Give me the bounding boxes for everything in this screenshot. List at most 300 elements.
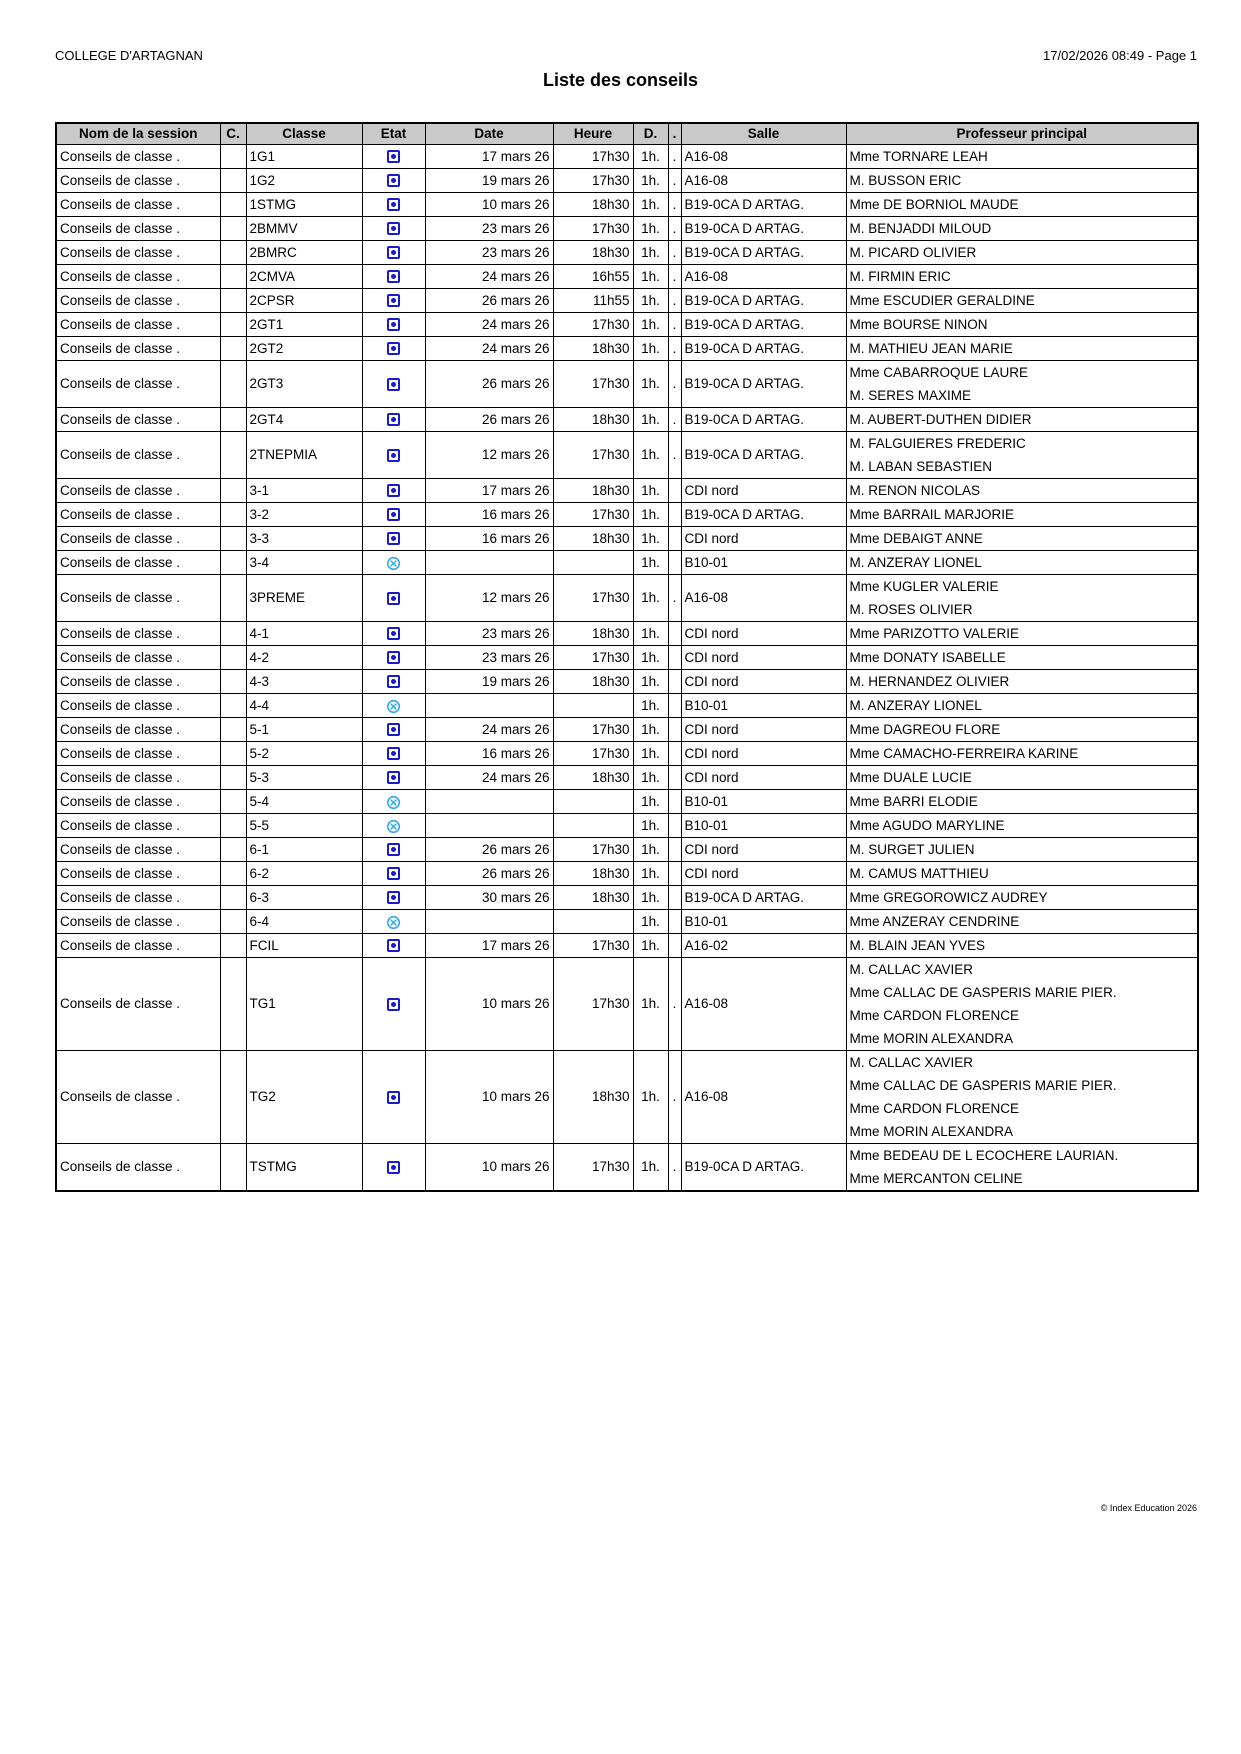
salle-cell: B19-0CA D ARTAG. (681, 288, 846, 312)
c-highlight-cell (220, 645, 246, 669)
heure-cell: 18h30 (553, 669, 633, 693)
prof-principal-cell (846, 288, 1198, 312)
heure-cell: 18h30 (553, 621, 633, 645)
prof-name: Mme TORNARE LEAH (849, 148, 988, 164)
duree-cell: 1h. (633, 861, 668, 885)
classe-cell: 4-4 (246, 693, 362, 717)
salle-cell: A16-08 (681, 1050, 846, 1143)
date-cell: 26 mars 26 (425, 288, 553, 312)
session-cell: Conseils de classe . (56, 144, 220, 168)
dot-cell: . (668, 407, 681, 431)
etat-selected-icon (387, 843, 400, 856)
table-row (56, 336, 1198, 360)
salle-cell: A16-08 (681, 574, 846, 621)
dot-cell: . (668, 216, 681, 240)
classe-cell: 6-3 (246, 885, 362, 909)
classe-cell: 4-2 (246, 645, 362, 669)
dot-cell (668, 526, 681, 550)
prof-principal-cell (846, 336, 1198, 360)
prof-name: M. SURGET JULIEN (849, 841, 975, 857)
session-cell: Conseils de classe . (56, 312, 220, 336)
heure-cell: 18h30 (553, 192, 633, 216)
prof-name: Mme GREGOROWICZ AUDREY (849, 889, 1048, 905)
c-highlight-cell (220, 789, 246, 813)
prof-name: Mme CALLAC DE GASPERIS MARIE PIER. (849, 984, 1117, 1000)
table-row (56, 550, 1198, 574)
prof-principal-cell (846, 526, 1198, 550)
classe-cell: 1STMG (246, 192, 362, 216)
session-cell: Conseils de classe . (56, 645, 220, 669)
session-cell: Conseils de classe . (56, 789, 220, 813)
etat-selected-icon (387, 449, 400, 462)
c-highlight-cell (220, 933, 246, 957)
table-row (56, 621, 1198, 645)
table-row (56, 1050, 1198, 1143)
etat-cell (362, 288, 425, 312)
c-highlight-cell (220, 813, 246, 837)
etat-cell (362, 360, 425, 407)
classe-cell: 5-3 (246, 765, 362, 789)
c-highlight-cell (220, 693, 246, 717)
duree-cell: 1h. (633, 645, 668, 669)
table-row (56, 526, 1198, 550)
table-row (56, 264, 1198, 288)
prof-name: Mme CARDON FLORENCE (849, 1007, 1020, 1023)
page-title: Liste des conseils (542, 70, 699, 90)
salle-cell: B19-0CA D ARTAG. (681, 336, 846, 360)
prof-name: M. CALLAC XAVIER (849, 961, 974, 977)
prof-name: Mme MORIN ALEXANDRA (849, 1123, 1014, 1139)
c-highlight-cell (220, 861, 246, 885)
prof-principal-cell (846, 621, 1198, 645)
duree-cell: 1h. (633, 574, 668, 621)
dot-cell (668, 885, 681, 909)
etat-selected-icon (387, 150, 400, 163)
classe-cell: 5-1 (246, 717, 362, 741)
etat-cell (362, 669, 425, 693)
prof-name: M. BLAIN JEAN YVES (849, 937, 986, 953)
c-highlight-cell (220, 669, 246, 693)
etat-selected-icon (387, 342, 400, 355)
prof-name: Mme BEDEAU DE L ECOCHERE LAURIAN. (849, 1147, 1119, 1163)
table-row (56, 885, 1198, 909)
prof-name: Mme DONATY ISABELLE (849, 649, 1006, 665)
table-row (56, 741, 1198, 765)
classe-cell: 3PREME (246, 574, 362, 621)
etat-selected-icon (387, 198, 400, 211)
duree-cell: 1h. (633, 526, 668, 550)
prof-name: Mme DUALE LUCIE (849, 769, 972, 785)
prof-name: M. LABAN SEBASTIEN (849, 458, 993, 474)
date-cell: 12 mars 26 (425, 574, 553, 621)
conseils-table (55, 122, 1199, 1192)
duree-cell: 1h. (633, 933, 668, 957)
c-highlight-cell (220, 336, 246, 360)
duree-cell: 1h. (633, 837, 668, 861)
prof-principal-cell (846, 1050, 1198, 1143)
salle-cell: B19-0CA D ARTAG. (681, 216, 846, 240)
date-cell: 24 mars 26 (425, 336, 553, 360)
c-highlight-cell (220, 360, 246, 407)
dot-cell (668, 478, 681, 502)
table-row (56, 813, 1198, 837)
etat-cancelled-icon (386, 794, 401, 809)
prof-name: Mme MORIN ALEXANDRA (849, 1030, 1014, 1046)
etat-cell (362, 502, 425, 526)
heure-cell: 17h30 (553, 360, 633, 407)
page-header (55, 48, 1197, 63)
c-highlight-cell (220, 288, 246, 312)
etat-selected-icon (387, 222, 400, 235)
salle-cell: CDI nord (681, 837, 846, 861)
salle-cell: B10-01 (681, 909, 846, 933)
table-header-row (56, 123, 1198, 144)
classe-cell: 2GT2 (246, 336, 362, 360)
prof-principal-cell (846, 765, 1198, 789)
table-row (56, 837, 1198, 861)
duree-cell: 1h. (633, 1143, 668, 1191)
table-row (56, 933, 1198, 957)
salle-cell: B19-0CA D ARTAG. (681, 192, 846, 216)
col-header-heure: Heure (553, 123, 633, 144)
session-cell: Conseils de classe . (56, 216, 220, 240)
c-highlight-cell (220, 526, 246, 550)
salle-cell: CDI nord (681, 526, 846, 550)
date-cell: 23 mars 26 (425, 216, 553, 240)
prof-name: M. ANZERAY LIONEL (849, 697, 982, 713)
classe-cell: 2BMRC (246, 240, 362, 264)
dot-cell: . (668, 957, 681, 1050)
dot-cell: . (668, 312, 681, 336)
prof-principal-cell (846, 168, 1198, 192)
prof-principal-cell (846, 144, 1198, 168)
prof-principal-cell (846, 360, 1198, 407)
prof-name: M. MATHIEU JEAN MARIE (849, 340, 1013, 356)
etat-cell (362, 550, 425, 574)
prof-name: Mme PARIZOTTO VALERIE (849, 625, 1020, 641)
classe-cell: 1G1 (246, 144, 362, 168)
school-name: COLLEGE D'ARTAGNAN (55, 48, 203, 63)
etat-selected-icon (387, 651, 400, 664)
table-row (56, 144, 1198, 168)
salle-cell: A16-08 (681, 264, 846, 288)
session-cell: Conseils de classe . (56, 1050, 220, 1143)
prof-name: Mme ANZERAY CENDRINE (849, 913, 1020, 929)
table-row (56, 312, 1198, 336)
duree-cell: 1h. (633, 957, 668, 1050)
dot-cell (668, 741, 681, 765)
duree-cell: 1h. (633, 813, 668, 837)
date-cell (425, 909, 553, 933)
etat-cell (362, 431, 425, 478)
date-cell: 23 mars 26 (425, 621, 553, 645)
prof-name: Mme DE BORNIOL MAUDE (849, 196, 1019, 212)
c-highlight-cell (220, 478, 246, 502)
dot-cell (668, 861, 681, 885)
dot-cell (668, 669, 681, 693)
etat-selected-icon (387, 484, 400, 497)
prof-name: Mme MERCANTON CELINE (849, 1170, 1023, 1186)
salle-cell: B19-0CA D ARTAG. (681, 407, 846, 431)
duree-cell: 1h. (633, 264, 668, 288)
duree-cell: 1h. (633, 741, 668, 765)
heure-cell: 18h30 (553, 240, 633, 264)
date-cell (425, 789, 553, 813)
heure-cell (553, 813, 633, 837)
table-row (56, 502, 1198, 526)
prof-name: M. BENJADDI MILOUD (849, 220, 992, 236)
date-cell: 17 mars 26 (425, 933, 553, 957)
date-cell: 23 mars 26 (425, 240, 553, 264)
c-highlight-cell (220, 144, 246, 168)
etat-cell (362, 478, 425, 502)
duree-cell: 1h. (633, 240, 668, 264)
etat-cell (362, 885, 425, 909)
classe-cell: 2BMMV (246, 216, 362, 240)
session-cell: Conseils de classe . (56, 621, 220, 645)
duree-cell: 1h. (633, 909, 668, 933)
classe-cell: 3-4 (246, 550, 362, 574)
heure-cell: 17h30 (553, 933, 633, 957)
c-highlight-cell (220, 550, 246, 574)
etat-cell (362, 168, 425, 192)
prof-principal-cell (846, 216, 1198, 240)
session-cell: Conseils de classe . (56, 407, 220, 431)
salle-cell: B19-0CA D ARTAG. (681, 885, 846, 909)
duree-cell: 1h. (633, 717, 668, 741)
prof-principal-cell (846, 669, 1198, 693)
date-cell (425, 813, 553, 837)
etat-selected-icon (387, 747, 400, 760)
date-cell: 17 mars 26 (425, 478, 553, 502)
heure-cell: 17h30 (553, 717, 633, 741)
dot-cell: . (668, 336, 681, 360)
heure-cell: 18h30 (553, 336, 633, 360)
date-cell: 16 mars 26 (425, 526, 553, 550)
salle-cell: CDI nord (681, 765, 846, 789)
session-cell: Conseils de classe . (56, 550, 220, 574)
session-cell: Conseils de classe . (56, 885, 220, 909)
etat-selected-icon (387, 318, 400, 331)
etat-selected-icon (387, 998, 400, 1011)
prof-principal-cell (846, 240, 1198, 264)
duree-cell: 1h. (633, 478, 668, 502)
session-cell: Conseils de classe . (56, 168, 220, 192)
classe-cell: 5-5 (246, 813, 362, 837)
prof-name: M. CALLAC XAVIER (849, 1054, 974, 1070)
prof-name: M. FIRMIN ERIC (849, 268, 951, 284)
copyright-footer: © Index Education 2026 (1100, 1503, 1197, 1513)
duree-cell: 1h. (633, 669, 668, 693)
etat-cell (362, 216, 425, 240)
classe-cell: TSTMG (246, 1143, 362, 1191)
prof-name: M. AUBERT-DUTHEN DIDIER (849, 411, 1032, 427)
etat-cell (362, 789, 425, 813)
date-cell: 10 mars 26 (425, 1050, 553, 1143)
c-highlight-cell (220, 192, 246, 216)
dot-cell (668, 645, 681, 669)
etat-cell (362, 144, 425, 168)
prof-principal-cell (846, 574, 1198, 621)
prof-principal-cell (846, 957, 1198, 1050)
etat-selected-icon (387, 939, 400, 952)
prof-name: Mme KUGLER VALERIE (849, 578, 999, 594)
classe-cell: 2TNEPMIA (246, 431, 362, 478)
salle-cell: CDI nord (681, 669, 846, 693)
col-header-prof: Professeur principal (846, 123, 1198, 144)
prof-principal-cell (846, 264, 1198, 288)
table-row (56, 669, 1198, 693)
heure-cell: 17h30 (553, 645, 633, 669)
etat-cell (362, 909, 425, 933)
etat-selected-icon (387, 675, 400, 688)
heure-cell: 17h30 (553, 431, 633, 478)
heure-cell: 17h30 (553, 168, 633, 192)
prof-name: Mme CARDON FLORENCE (849, 1100, 1020, 1116)
etat-cancelled-icon (386, 698, 401, 713)
session-cell: Conseils de classe . (56, 909, 220, 933)
etat-selected-icon (387, 867, 400, 880)
table-row (56, 407, 1198, 431)
etat-cell (362, 861, 425, 885)
date-cell (425, 550, 553, 574)
etat-selected-icon (387, 627, 400, 640)
prof-principal-cell (846, 478, 1198, 502)
heure-cell: 18h30 (553, 861, 633, 885)
c-highlight-cell (220, 264, 246, 288)
etat-cell (362, 312, 425, 336)
classe-cell: 1G2 (246, 168, 362, 192)
classe-cell: 3-3 (246, 526, 362, 550)
date-cell: 24 mars 26 (425, 765, 553, 789)
prof-name: M. ANZERAY LIONEL (849, 554, 982, 570)
duree-cell: 1h. (633, 431, 668, 478)
table-row (56, 693, 1198, 717)
classe-cell: TG2 (246, 1050, 362, 1143)
date-cell: 26 mars 26 (425, 360, 553, 407)
heure-cell: 17h30 (553, 957, 633, 1050)
date-cell: 26 mars 26 (425, 861, 553, 885)
classe-cell: 2GT3 (246, 360, 362, 407)
prof-principal-cell (846, 312, 1198, 336)
etat-cell (362, 741, 425, 765)
session-cell: Conseils de classe . (56, 240, 220, 264)
date-cell: 26 mars 26 (425, 407, 553, 431)
prof-principal-cell (846, 717, 1198, 741)
prof-principal-cell (846, 431, 1198, 478)
date-cell: 10 mars 26 (425, 192, 553, 216)
etat-cell (362, 693, 425, 717)
heure-cell (553, 550, 633, 574)
c-highlight-cell (220, 1050, 246, 1143)
table-row (56, 717, 1198, 741)
table-row (56, 360, 1198, 407)
table-row (56, 192, 1198, 216)
dot-cell: . (668, 360, 681, 407)
heure-cell: 18h30 (553, 885, 633, 909)
etat-selected-icon (387, 246, 400, 259)
salle-cell: B19-0CA D ARTAG. (681, 312, 846, 336)
etat-cell (362, 336, 425, 360)
etat-selected-icon (387, 592, 400, 605)
classe-cell: 3-1 (246, 478, 362, 502)
salle-cell: B10-01 (681, 789, 846, 813)
etat-cell (362, 192, 425, 216)
etat-cell (362, 264, 425, 288)
c-highlight-cell (220, 216, 246, 240)
conseils-table-body (56, 144, 1198, 1191)
etat-cancelled-icon (386, 555, 401, 570)
table-row (56, 1143, 1198, 1191)
c-highlight-cell (220, 741, 246, 765)
salle-cell: B19-0CA D ARTAG. (681, 240, 846, 264)
prof-name: Mme BOURSE NINON (849, 316, 988, 332)
etat-cancelled-icon (386, 818, 401, 833)
heure-cell: 18h30 (553, 1050, 633, 1143)
prof-principal-cell (846, 502, 1198, 526)
table-row (56, 765, 1198, 789)
heure-cell: 18h30 (553, 765, 633, 789)
salle-cell: A16-08 (681, 957, 846, 1050)
table-row (56, 431, 1198, 478)
session-cell: Conseils de classe . (56, 360, 220, 407)
classe-cell: 2GT4 (246, 407, 362, 431)
col-header-etat: Etat (362, 123, 425, 144)
etat-selected-icon (387, 508, 400, 521)
salle-cell: A16-08 (681, 144, 846, 168)
heure-cell: 18h30 (553, 478, 633, 502)
table-row (56, 288, 1198, 312)
date-cell: 30 mars 26 (425, 885, 553, 909)
prof-name: Mme ESCUDIER GERALDINE (849, 292, 1035, 308)
duree-cell: 1h. (633, 192, 668, 216)
print-date-page-info: 17/02/2026 08:49 - Page 1 (1043, 48, 1197, 63)
col-header-dot: . (668, 123, 681, 144)
session-cell: Conseils de classe . (56, 1143, 220, 1191)
etat-cell (362, 933, 425, 957)
classe-cell: 2CPSR (246, 288, 362, 312)
duree-cell: 1h. (633, 336, 668, 360)
classe-cell: TG1 (246, 957, 362, 1050)
heure-cell: 17h30 (553, 144, 633, 168)
duree-cell: 1h. (633, 502, 668, 526)
etat-cell (362, 621, 425, 645)
etat-selected-icon (387, 378, 400, 391)
etat-cell (362, 957, 425, 1050)
session-cell: Conseils de classe . (56, 741, 220, 765)
duree-cell: 1h. (633, 312, 668, 336)
session-cell: Conseils de classe . (56, 957, 220, 1050)
dot-cell: . (668, 240, 681, 264)
salle-cell: B10-01 (681, 550, 846, 574)
duree-cell: 1h. (633, 407, 668, 431)
prof-name: M. FALGUIERES FREDERIC (849, 435, 1026, 451)
salle-cell: B10-01 (681, 693, 846, 717)
session-cell: Conseils de classe . (56, 765, 220, 789)
col-header-classe: Classe (246, 123, 362, 144)
heure-cell: 17h30 (553, 312, 633, 336)
prof-name: M. BUSSON ERIC (849, 172, 962, 188)
dot-cell (668, 502, 681, 526)
heure-cell: 18h30 (553, 407, 633, 431)
date-cell: 10 mars 26 (425, 1143, 553, 1191)
heure-cell (553, 693, 633, 717)
heure-cell: 16h55 (553, 264, 633, 288)
salle-cell: CDI nord (681, 741, 846, 765)
duree-cell: 1h. (633, 1050, 668, 1143)
prof-name: Mme BARRAIL MARJORIE (849, 506, 1015, 522)
col-header-salle: Salle (681, 123, 846, 144)
